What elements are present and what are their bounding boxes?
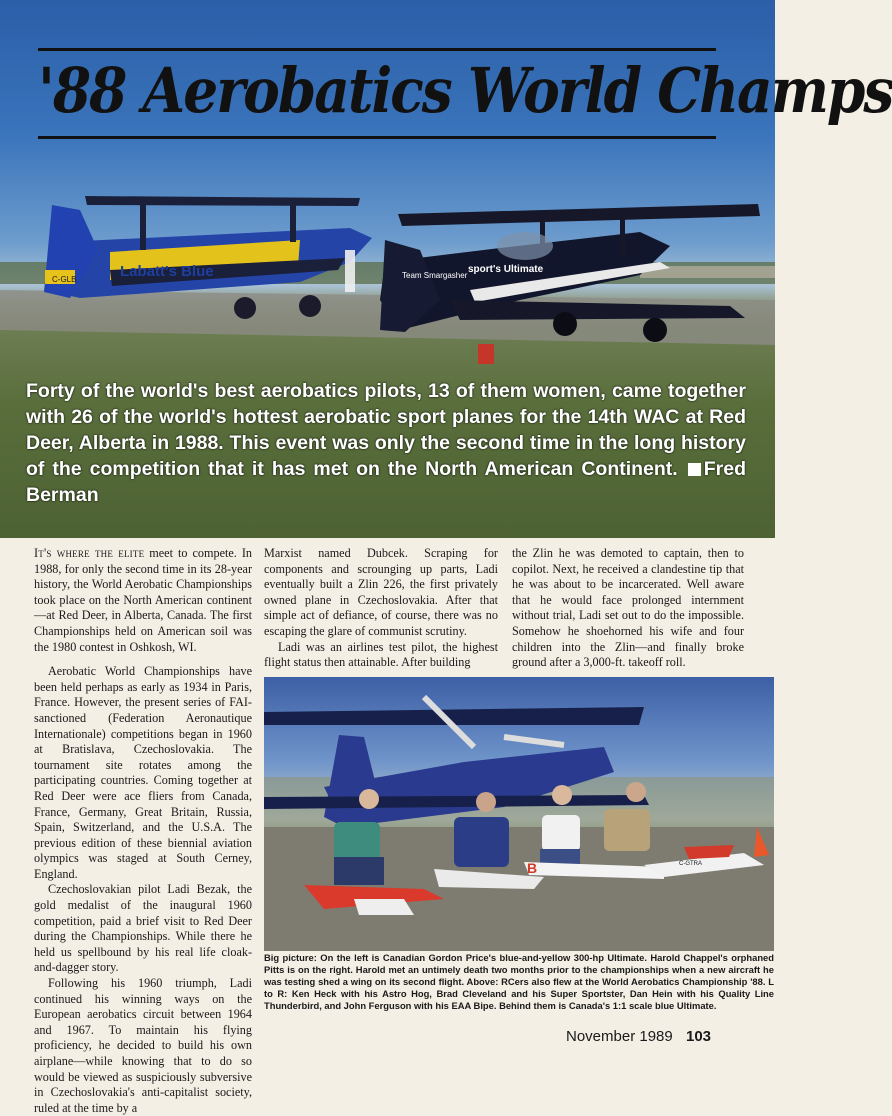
lead-in: It's where the elite <box>34 546 145 560</box>
dek <box>26 378 746 508</box>
rc-pilots-scene <box>264 677 774 951</box>
body-column-1 <box>34 546 252 1116</box>
right-tail-lettering: Team Smargasher <box>402 271 468 280</box>
end-square-icon <box>688 463 701 476</box>
left-plane-lettering: Labatt's Blue <box>120 263 214 280</box>
paragraph <box>34 546 252 655</box>
hero-photo <box>0 0 892 538</box>
right-plane-lettering: sport's Ultimate <box>468 264 544 275</box>
rc-pilots-photo <box>264 677 774 951</box>
paragraph: Ladi was an airlines test pilot, the highest flight status then attainable. After building <box>264 639 498 670</box>
left-tail-registration: C-GLB <box>52 275 77 284</box>
paragraph: Aerobatic World Championships have been held perhaps as early as 1934 in Paris, France. However, the present series of FAI-sanctioned (Federation Aeronautique Internationale) competitions began in 1960 at Bratislava, Czechoslovakia. The tournament site rotates among the participating countries. Coming together at Red Deer were ace fliers from Canada, France, Germany, Great Britain, Russia, Spain, Switzerland, and the U.S.A. The previous edition of these biennial aviation olympics was staged at South Cerney, England. <box>34 664 252 881</box>
paragraph: Czechoslovakian pilot Ladi Bezak, the gold medalist of the inaugural 1960 competition, paid a brief visit to Red Deer during the Championships. While there he held us spellbound by his real life cloak-and-dagger story. <box>34 882 252 975</box>
model-registration: C-GTRA <box>679 861 702 867</box>
model-tail-letter: B <box>527 860 538 876</box>
footer-issue-date: November 1989 <box>566 1028 673 1045</box>
byline: Fred Berman <box>26 458 746 506</box>
paragraph: the Zlin he was demoted to captain, then to copilot. Next, he received a clandestine tip that he was about to be incarcerated. Well aware that he would face prolonged internment without trial, Ladi set out to do the impossible. Somehow he shoehorned his wife and four children into the Zlin—and finally broke ground after a 3,000-ft. takeoff roll. <box>512 546 744 670</box>
photo-caption: Big picture: On the left is Canadian Gordon Price's blue-and-yellow 300-hp Ultimate. Harold Chappel's orphaned Pitts is on the right. Harold met an untimely death two months prior to the championships when a new aircraft he was testing shed a wing on its second flight. Above: RCers also flew at the World Aerobatics Championship '88. L to R: Ken Heck with his Astro Hog, Brad Cleveland and his Super Sportster, Dan Hein with his Quality Line Thunderbird, and John Ferguson with his EAA Bipe. Behind them is Canada's 1:1 scale blue Ultimate. <box>264 952 774 1011</box>
paragraph-text: meet to compete. In 1988, for only the second time in its 28-year history, the World Aerobatic Championships took place on the North American continent—at Red Deer, in Alberta, Canada. The first Championships held on American soil was the 1980 contest in Oshkosh, WI. <box>34 546 252 654</box>
dek-text: Forty of the world's best aerobatics pilots, 13 of them women, came together with 26 of the world's hottest aerobatic sport planes for the 14th WAC at Red Deer, Alberta in 1988. This event was only the second time in the long history of the competition that it has met on the North American Continent. <box>26 380 746 480</box>
body-column-3 <box>512 546 744 671</box>
page-number: 103 <box>686 1028 712 1045</box>
headline-top-rule <box>38 48 716 51</box>
paragraph: Marxist named Dubcek. Scraping for components and scrounging up parts, Ladi eventually built a Zlin 226, the first privately owned plane in Czechoslovakia. After that simple act of defiance, of course, there was no escaping the glare of communist scrutiny. <box>264 546 498 638</box>
headline: '88 Aerobatics World Champs <box>38 54 892 127</box>
headline-bottom-rule <box>38 136 716 139</box>
paragraph: Following his 1960 triumph, Ladi continued his winning ways on the European aerobatics circuit between 1964 and 1967. To maintain his flying proficiency, he decided to build his own airplane—while knowing that to do so would be viewed as suspiciously subversive in Czechoslovakia's anti-capitalist society, ruled at the time by a <box>34 976 252 1115</box>
body-column-2 <box>264 546 498 671</box>
